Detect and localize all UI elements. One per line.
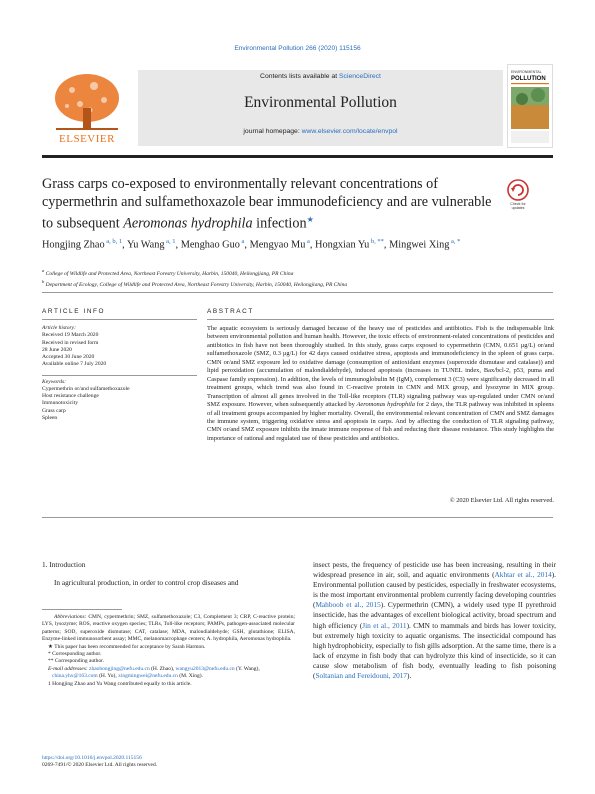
journal-reference[interactable]: Environmental Pollution 266 (2020) 115156 — [234, 45, 361, 52]
introduction-left-text: In agricultural production, in order to control crop diseases and — [54, 578, 239, 587]
history-item: Available online 7 July 2020 — [42, 361, 107, 368]
abstract-copyright: © 2020 Elsevier Ltd. All rights reserved. — [449, 497, 554, 504]
abstract-text: The aquatic ecosystem is seriously damaged because of the heavy use of pesticides and antibiotics. Fish is the indispensable link between environmental pollution and human health. However, the toxic effects of environment-related concentrations of pesticides and antibiotics in fish have not been thoroughly studied. In this study, grass carps exposed to cypermethrin (CMN, 0.651 μg/L) or/and sulfamethoxazole (SMZ, 0.3 μg/L) for 42 days caused oxidative stress, apoptosis and immunodeficiency in the spleen of grass carps. CMN or/and SMZ exposure led to oxidative damage (consumption of antioxidant enzymes (superoxide dismutase and catalase)) and lipid peroxidation (accumulation of malondialdehyde), induced apoptosis (increases in TUNEL index, Bax/bcl-2, p53, puma and Caspase family expression). In addition, the levels of immunoglobulin M (IgM), complement 3 (C3) were significantly decreased in all treatment groups, which trend was also found in C-reactive protein in CMN and MIX group, and lysozyme in MIX group. Transcription of almost all genes involved in the Toll-like receptors (TLR) signaling pathway was up-regulated under CMN or/and SMZ exposure. However, when subsequently attacked by Aeromonas hydrophila for 2 days, the TLR pathway was inhibited in spleens of all treatment groups accompanied by higher mortality. Overall, the environmental relevant concentration of CMN and SMZ damages the immune system, triggering oxidative stress and apoptosis in carps. And by affecting the conduction of TLR signaling pathway, CMN or/and SMZ exposure inhibits the innate immune response of fish and reducing their disease resistance. This study highlights the importance of rational and regulated use of these pesticides and antibiotics. — [207, 325, 554, 442]
footnote-rule — [42, 609, 122, 610]
email-link[interactable]: xingmingwei@nefu.edu.cn — [118, 673, 178, 680]
history-list — [42, 332, 197, 368]
author-name[interactable]: Mingwei Xing — [389, 239, 450, 251]
email-link[interactable]: zhaohongjing@nefu.edu.cn — [89, 665, 150, 672]
affiliation-line: $^a$ College of Wildlife and Protected Area, Northeast Forestry University, Harbin, 150040, Heilongjiang, PR China — [42, 268, 294, 277]
author-affiliation-marker[interactable]: a, b, 1 — [104, 238, 123, 245]
svg-text:POLLUTION: POLLUTION — [511, 76, 546, 82]
keywords-label: Keywords: — [42, 378, 67, 385]
abbreviations-note: Abbreviations: CMN, cypermethrin; SMZ, sulfamethoxazole; C3, Complement 3; CRP, C-reactive protein; LYS, lysozyme; ROS, reactive oxygen species; TLRs, Toll-like receptors; PAMPs, pathogen-associated molecular patterns; SOD, superoxide dismutase; CAT, catalase; MDA, malondialdehyde; GSH, glutathione; ELISA, Enzyme-linked immunosorbent assay; MMC, melanomacrophage centers; A. hydrophila, Aeromonas hydrophila. — [42, 614, 295, 643]
journal-cover[interactable] — [507, 64, 553, 148]
abstract-end-rule — [42, 517, 553, 518]
abstract-rule — [207, 319, 554, 320]
check-updates-icon — [505, 178, 531, 212]
keyword-item: Grass carp — [42, 407, 66, 414]
homepage-line: journal homepage: www.elsevier.com/locate/envpol — [243, 128, 398, 135]
corresponding-author-note-1: * Corresponding author. — [48, 651, 102, 658]
footnotes — [42, 614, 295, 688]
article-info-rule — [42, 319, 197, 320]
author-list: Hongjing Zhao $^{a, b, 1}$, Yu Wang $^{a, 1}$, Menghao Guo $^a$, Mengyao Mu $^a$, Hongxian Yu $^{b, **}$, Mingwei Xing $^{a, *}$ — [42, 238, 461, 251]
history-item: Received in revised form — [42, 339, 99, 346]
title-footnote-star[interactable]: ★ — [306, 215, 314, 224]
article-title: Grass carps co-exposed to environmentally relevant concentrations of cypermethrin and sulfamethoxazole bear immunodeficiency and are vulnerable to subsequent Aeromonas hydrophila infection★ — [42, 176, 492, 232]
citation-link[interactable]: Akhtar et al., 2014 — [494, 570, 552, 580]
masthead-rule — [42, 155, 553, 158]
publisher-name: ELSEVIER — [59, 133, 115, 145]
author-name[interactable]: Yu Wang — [126, 239, 165, 251]
citation-link[interactable]: Mahboob et al., 2015 — [315, 600, 381, 610]
introduction-heading: 1. Introduction — [42, 560, 86, 569]
keywords-list — [42, 386, 197, 422]
introduction-right-text: insect pests, the frequency of pesticide use has been increasing, resulting in their widespread presence in air, soil, and aquatic environments (Akhtar et al., 2014). Environmental pollution caused by pesticides, especially in freshwater ecosystems, is the most important environmental problem currently facing developing countries (Mahboob et al., 2015). Cypermethrin (CMN), a widely used type II pyrethroid insecticide, has the advantages of excellent biological activity, broad spectrum and high efficiency (Jin et al., 2011). CMN to mammals and birds has lower toxicity, but extremely high toxicity to aquatic organisms. The insecticidal compound has high hydrophobicity, especially to fish gills adsorption. At the same time, there is a lack of enzyme in fish body that can hydrolyze this kind of insecticide, so it can cause slow metabolism of fish body, eventually leading to fish poisoning (Soltanian and Fereidouni, 2017). — [313, 560, 557, 681]
elsevier-tree-logo — [42, 68, 132, 146]
citation-link[interactable]: Soltanian and Fereidouni, 2017 — [315, 671, 408, 681]
article-info-heading: ARTICLE INFO — [42, 308, 106, 315]
issn-line: 0269-7491/© 2020 Elsevier Ltd. All rights reserved. — [42, 762, 158, 769]
email-addresses: E-mail addresses: zhaohongjing@nefu.edu.cn (H. Zhao), wangyu2013@nefu.edu.cn (Y. Wang), china.yhx@163.com (H. Yu), xingmingwei@nefu.edu.cn (M. Xing). — [48, 665, 260, 680]
equal-contribution-note: 1 Hongjing Zhao and Yu Wang contributed equally to this article. — [48, 680, 192, 687]
history-item: 28 June 2020 — [42, 346, 72, 353]
bottom-info — [42, 755, 295, 769]
keywords-rule — [42, 375, 197, 376]
citation-link[interactable]: Jin et al., 2011 — [362, 620, 407, 630]
abstract-heading: ABSTRACT — [207, 308, 254, 315]
journal-title: Environmental Pollution — [244, 94, 397, 111]
email-link[interactable]: china.yhx@163.com — [52, 673, 98, 680]
keyword-item: Immunotoxicity — [42, 400, 79, 407]
affiliations — [42, 267, 552, 289]
author-name[interactable]: Mengyao Mu — [249, 239, 306, 251]
cover-image — [508, 65, 552, 147]
affiliation-rule — [42, 292, 553, 293]
check-updates-label: Check for updates — [510, 202, 526, 210]
author-name[interactable]: Hongxian Yu — [315, 239, 370, 251]
author-affiliation-marker[interactable]: a — [305, 238, 310, 245]
history-item: Received 19 March 2020 — [42, 332, 99, 339]
author-affiliation-marker[interactable]: a — [239, 238, 245, 245]
masthead-center — [138, 70, 503, 146]
affiliation-line: $^b$ Department of Ecology, College of Wildlife and Protected Area, Northeast Forestry University, Harbin, 150040, Heilongjiang, PR China — [42, 278, 348, 288]
author-affiliation-marker[interactable]: a, 1 — [164, 238, 176, 245]
svg-text:ENVIRONMENTAL: ENVIRONMENTAL — [511, 70, 542, 74]
doi-link[interactable]: https://doi.org/10.1016/j.envpol.2020.115156 — [42, 755, 142, 761]
homepage-link[interactable]: www.elsevier.com/locate/envpol — [301, 128, 398, 135]
check-for-updates-badge[interactable] — [505, 178, 531, 212]
keyword-item: Spleen — [42, 415, 58, 422]
author-affiliation-marker[interactable]: b, ** — [369, 238, 384, 245]
corresponding-author-note-2: ** Corresponding author. — [48, 658, 105, 665]
author-affiliation-marker[interactable]: a, * — [449, 238, 461, 245]
author-name[interactable]: Hongjing Zhao — [42, 239, 105, 251]
sciencedirect-link[interactable]: ScienceDirect — [339, 73, 381, 80]
journal-masthead — [42, 58, 553, 154]
history-label: Article history: — [42, 325, 77, 331]
author-name[interactable]: Menghao Guo — [180, 239, 240, 251]
email-link[interactable]: wangyu2013@nefu.edu.cn — [175, 665, 235, 672]
contents-line: Contents lists available at ScienceDirect — [260, 73, 381, 80]
history-item: Accepted 30 June 2020 — [42, 354, 95, 361]
keyword-item: Cypermethrin or/and sulfamethoxazole — [42, 385, 130, 392]
article-info — [42, 325, 197, 422]
keyword-item: Host resistance challenge — [42, 393, 99, 400]
recommendation-note: ★ This paper has been recommended for acceptance by Sarah Harmon. — [48, 643, 206, 650]
